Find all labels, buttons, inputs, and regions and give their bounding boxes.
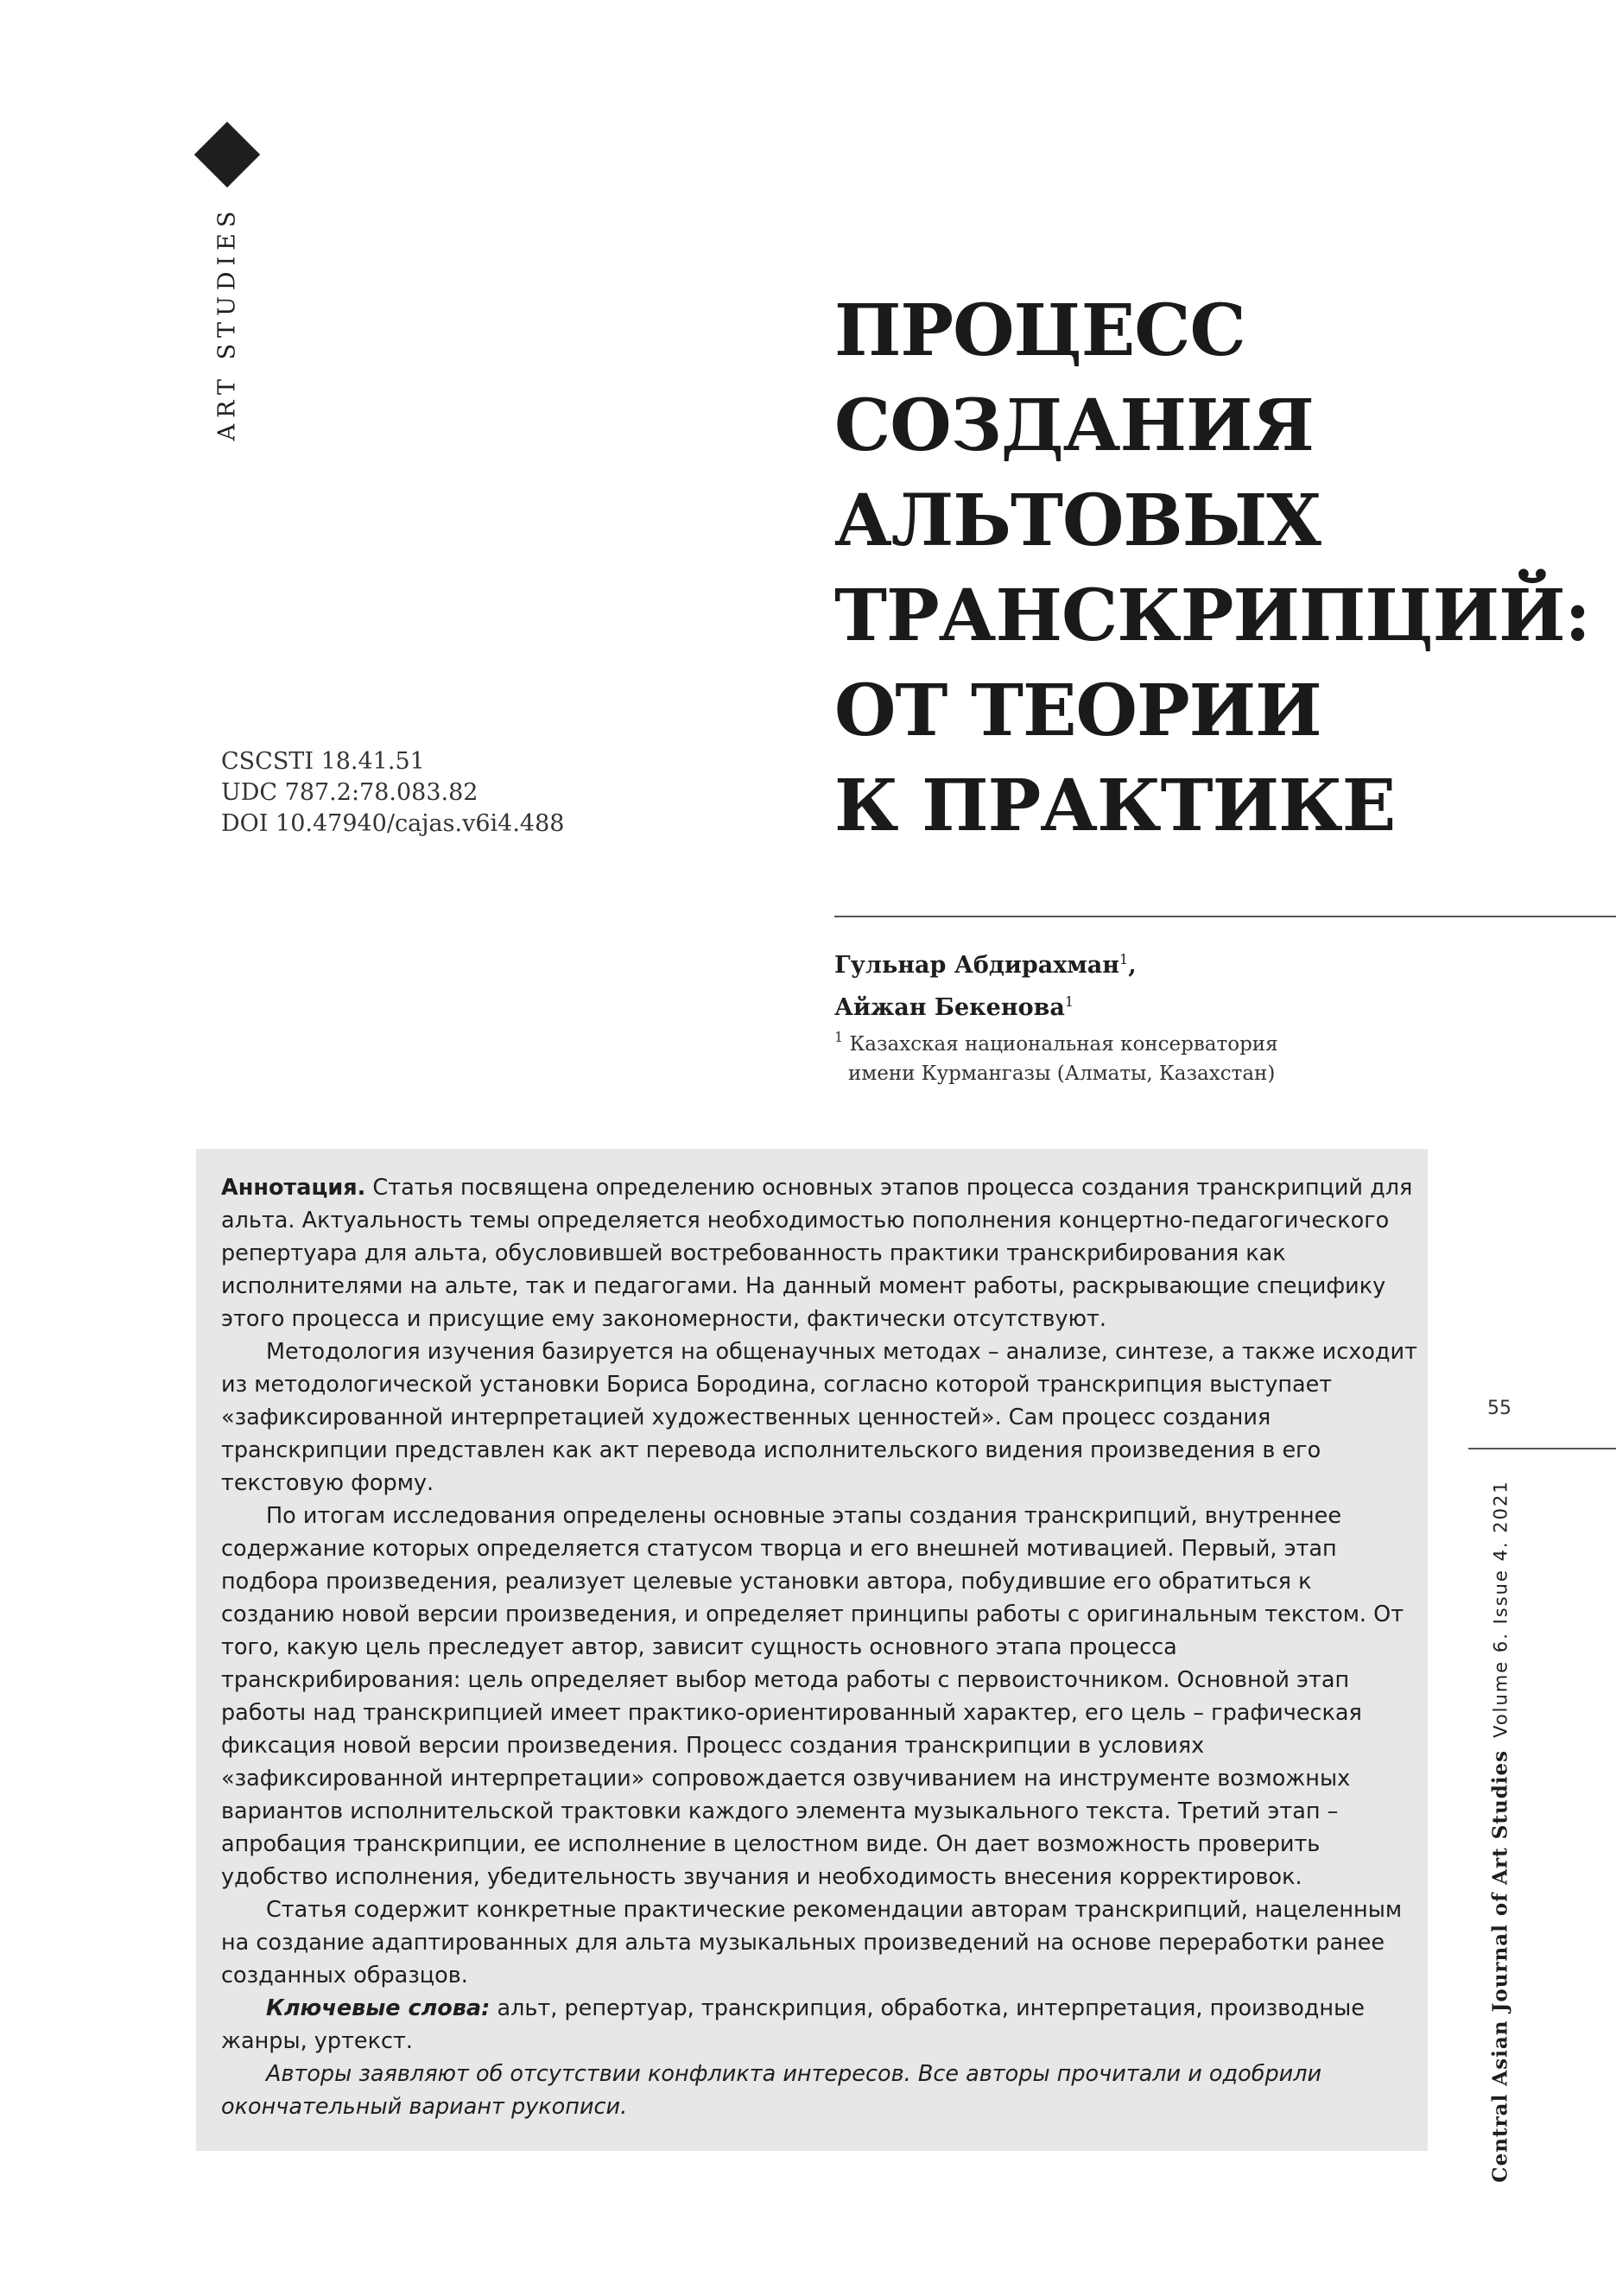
author-2-sup: 1 — [1064, 993, 1074, 1010]
title-line-6: К ПРАКТИКЕ — [834, 764, 1396, 847]
author-1-name: Гульнар Абдирахман — [834, 952, 1120, 979]
abstract-paragraph-1 — [221, 1171, 1422, 1335]
abstract-p1-text: Статья посвящена определению основных этапов процесса создания транскрипций для альта. Актуальность темы определяется необходимостью пополнения концертно-педагогического репертуара для альта, обусловившей востребованность практики транскрибирования как исполнителями на альте, так и педагогами. На данный момент работы, раскрывающие специфику этого процесса и присущие ему закономерности, фактически отсутствуют. — [221, 1175, 1413, 1332]
keywords-text: альт, репертуар, транскрипция, обработка, интерпретация, производные жанры, уртекст. — [221, 1995, 1365, 2054]
keywords-label: Ключевые слова: — [266, 1995, 491, 2021]
art-studies-label: ART STUDIES — [213, 205, 241, 441]
author-2 — [834, 984, 1137, 1026]
diamond-logo-mark — [194, 122, 260, 187]
affiliation-block — [834, 1023, 1278, 1088]
affiliation-line-2: имени Курмангазы (Алматы, Казахстан) — [848, 1062, 1276, 1085]
author-1 — [834, 942, 1137, 984]
keywords-paragraph — [221, 1992, 1422, 2058]
journal-running-head-text — [1489, 1480, 1512, 2182]
cscsti-code: CSCSTI 18.41.51 — [221, 748, 425, 775]
classification-codes — [221, 746, 564, 840]
author-2-name: Айжан Бекенова — [834, 994, 1065, 1021]
doi-code: DOI 10.47940/cajas.v6i4.488 — [221, 810, 565, 837]
title-line-5: ОТ ТЕОРИИ — [834, 669, 1321, 752]
affiliation-line-1 — [834, 1023, 1278, 1059]
authors-block — [834, 942, 1137, 1026]
affiliation-text-1: Казахская национальная консерватория — [849, 1033, 1278, 1056]
journal-issue: Volume 6. Issue 4. 2021 — [1490, 1480, 1511, 1738]
journal-running-head — [1479, 1468, 1522, 2194]
title-divider — [834, 916, 1616, 917]
conflict-statement: Авторы заявляют об отсутствии конфликта интересов. Все авторы прочитали и одобрили окончательный вариант рукописи. — [221, 2061, 1322, 2120]
author-1-sup: 1 — [1119, 951, 1129, 967]
journal-name: Central Asian Journal of Art Studies — [1488, 1749, 1512, 2183]
art-studies-tag — [204, 205, 250, 441]
page-number: 55 — [1487, 1398, 1511, 1419]
title-line-2: СОЗДАНИЯ — [834, 384, 1314, 467]
affiliation-sup: 1 — [834, 1029, 844, 1045]
abstract-block — [221, 1171, 1422, 2123]
abstract-paragraph-3: По итогам исследования определены основные этапы создания транскрипций, внутреннее содержание которых определяется статусом творца и его внешней мотивацией. Первый, этап подбора произведения, реализует целевые установки автора, побудившие его обратиться к созданию новой версии произведения, и определяет принципы работы с оригинальным текстом. От того, какую цель преследует автор, зависит сущность основного этапа процесса транскрибирования: цель определяет выбор метода работы с первоисточником. Основной этап работы над транскрипцией имеет практико-ориентированный характер, его цель – графическая фиксация новой версии произведения. Процесс создания транскрипции в условиях «зафиксированной интерпретации» сопровождается озвучиванием на инструменте возможных вариантов исполнительской трактовки каждого элемента музыкального текста. Третий этап – апробация транскрипции, ее исполнение в целостном виде. Он дает возможность проверить удобство исполнения, убедительность звучания и необходимость внесения корректировок. — [221, 1503, 1404, 1890]
title-line-4: ТРАНСКРИПЦИЙ: — [834, 574, 1590, 657]
abstract-paragraph-4: Статья содержит конкретные практические рекомендации авторам транскрипций, нацеленным на создание адаптированных для альта музыкальных произведений на основе переработки ранее созданных образцов. — [221, 1897, 1403, 1988]
author-separator: , — [1128, 952, 1137, 979]
title-line-3: АЛЬТОВЫХ — [834, 479, 1321, 562]
page-number-divider — [1468, 1448, 1616, 1449]
title-line-1: ПРОЦЕСС — [834, 289, 1245, 372]
udc-code: UDC 787.2:78.083.82 — [221, 779, 478, 806]
abstract-paragraph-2: Методология изучения базируется на общенаучных методах – анализе, синтезе, а также исходит из методологической установки Бориса Бородина, согласно которой транскрипция выступает «зафиксированной интерпретацией художественных ценностей». Сам процесс создания транскрипции представлен как акт перевода исполнительского видения произведения в его текстовую форму. — [221, 1339, 1417, 1496]
article-title — [834, 283, 1590, 853]
abstract-label: Аннотация. — [221, 1175, 366, 1201]
